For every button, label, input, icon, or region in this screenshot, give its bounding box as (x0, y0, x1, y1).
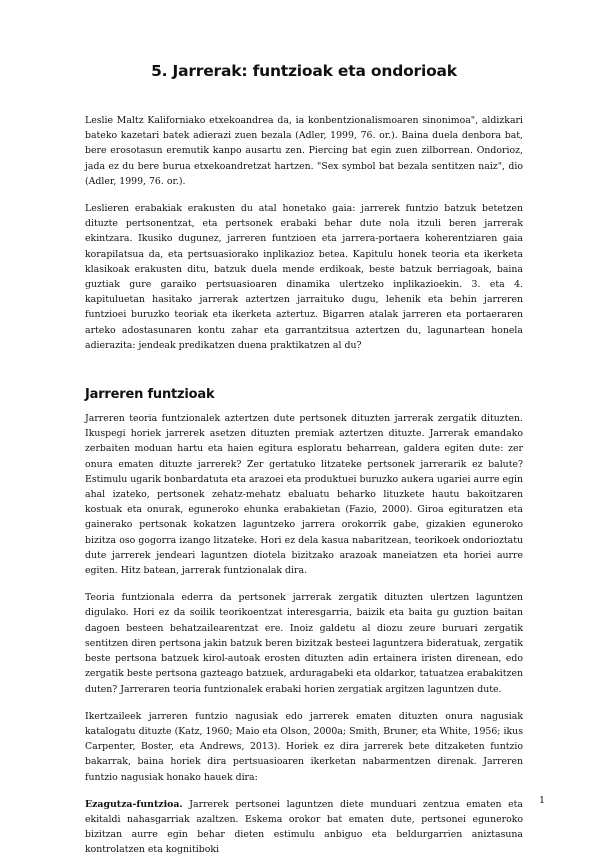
body-paragraph: Jarreren teoria funtzionalek aztertzen dute pertsonek dituzten jarrerak zergatik dituzten. Ikuspegi horiek jarrerek asetzen dituzten premiak aztertzen dituzte. Jarrerak emandako zerbaiten moduan hartu eta haien egitura esploratu beharrean, galdera egiten dute: zer onura ematen dituzte jarrerek? Zer gertatuko litzateke pertsonek jarrerarik ez balute? Estimulu ugarik bonbardatuta eta arazoei eta produktuei buruzko aukera ugariei aurre egin ahal izateko, pertsonek zehatz-mehatz ebaluatu beharko lituzkete hautu bakoitzaren kostuak eta onurak, eguneroko ehunka erabakietan (Fazio, 2000). Giroa egituratzen eta gainerako pertsonak kokatzen laguntzeko jarrera orokorrik gabe, gizakien eguneroko bizitza oso gogorra izango litzateke. Hori ez dela kasua nabaritzean, teorikoek ondorioztatu dute jarrerek jendeari laguntzen diotela bizitzako arazoak maneiatzen eta horiei aurre egiten. Hitz batean, jarrerak funtzionalak dira. (85, 413, 523, 577)
body-paragraph: Ikertzaileek jarreren funtzio nagusiak edo jarrerek ematen dituzten onura nagusiak katalogatu dituzte (Katz, 1960; Maio eta Olson, 2000a; Smith, Bruner, eta White, 1956; ikus Carpenter, Boster, eta Andrews, 2013). Horiek ez dira jarrerek bete ditzaketen funtzio bakarrak, baina horiek dira pertsuasioaren ikerketan nabarmentzen direnak. Jarreren funtzio nagusiak honako hauek dira: (85, 710, 523, 783)
intro-paragraph: Leslieren erabakiak erakusten du atal honetako gaia: jarrerek funtzio batzuk betetzen dituzte pertsonentzat, eta pertsonek erabaki behar dute nola itzuli beren jarrerak ekintzara. Ikusiko dugunez, jarreren funtzioen eta jarrera-portaera koherentziaren gaia korapilatsua da, eta pertsuasiorako inplikazioz betea. Kapitulu honek teoria eta ikerketa klasikoak erakusten ditu, batzuk duela mende erdikoak, beste batzuk berriagoak, baina guztiak gure garaiko pertsuasioaren dinamika ulertzeko inplikazioekin. 3. eta 4. kapituluetan hasitako jarrerak aztertzen jarraituko dugu, lehenik eta behin jarreren funtzioei buruzko teoriak eta ikerketa aztertuz. Bigarren atalak jarreren eta portaeraren arteko adostasunaren kontu zahar eta garrantzitsua aztertzen du, lagunartean honela adierazita: jendeak predikatzen duena praktikatzen al du? (85, 203, 523, 351)
chapter-title: 5. Jarrerak: funtzioak eta ondorioak (151, 62, 457, 80)
paragraph-lead: Ezagutza-funtzioa. (85, 798, 183, 810)
section-heading: Jarreren funtzioak (85, 387, 215, 403)
intro-paragraph: Leslie Maltz Kaliforniako etxekoandrea da, ia konbentzionalismoaren sinonimoa", aldizkari bateko kazetari batek adierazi zuen bezala (Adler, 1999, 76. or.). Baina duela denbora bat, bere erosotasun eremutik kanpo ausartu zen. Piercing bat egin zuen zilborrean. Ondorioz, jada ez du bere burua etxekoandretzat hartzen. "Sex symbol bat bezala sentitzen naiz", dio (Adler, 1999, 76. or.). (85, 115, 523, 187)
paragraph-text: Jarrerek pertsonei laguntzen diete munduari zentzua ematen eta ekitaldi nahasgarriak azaltzen. Eskema orokor bat ematen dute, pertsonei eguneroko bizitzan aurre egin behar dieten estimulu anbiguo eta beldurgarrien aniztasuna kontrolatzen eta kognitiboki (85, 798, 523, 856)
body-paragraph: Teoria funtzionala ederra da pertsonek jarrerak zergatik dituzten ulertzen laguntzen digulako. Hori ez da soilik teorikoentzat interesgarria, baizik eta baita gu guztion baitan dagoen besteen behatzailearentzat ere. Inoiz galdetu al diozu zeure buruari zergatik sentitzen diren pertsona jakin batzuk beren bizitzak besteei laguntzera bideratuak, zergatik beste pertsona batzuek kirol-autoak erosten dituzten adin ertainera iristen direnean, edo zergatik beste pertsona gazteago batzuek, arduragabeki eta oldarkor, tatuatzea erabakitzen duten? Jarreraren teoria funtzionalek erabaki horien zergatiak argitzen laguntzen dute. (85, 592, 523, 695)
page-number: 1 (538, 795, 545, 806)
body-paragraph-knowledge-function (85, 797, 523, 858)
